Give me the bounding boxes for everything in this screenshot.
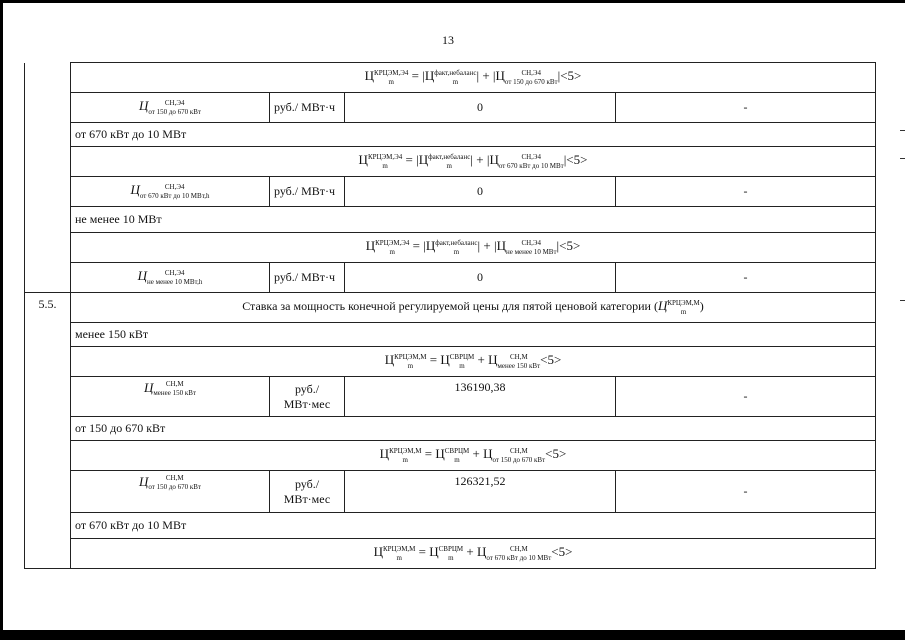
range-row [25, 513, 876, 539]
formula-row [25, 441, 876, 471]
data-row [25, 263, 876, 293]
formula-row [25, 147, 876, 177]
extra-cell: - [616, 471, 876, 513]
price-symbol-cell: Ц СН,Э4 от 150 до 670 кВт [71, 93, 270, 123]
range-label: от 670 кВт до 10 МВт [71, 123, 876, 147]
unit-cell: руб./ МВт·мес [270, 471, 345, 513]
unit-cell: руб./ МВт·ч [270, 177, 345, 207]
range-row [25, 123, 876, 147]
formula-cell [71, 347, 876, 377]
price-symbol-cell: Ц СН,Э4 от 670 кВт до 10 МВт,h [71, 177, 270, 207]
formula-cell [71, 441, 876, 471]
range-row [25, 323, 876, 347]
num-cell [25, 63, 71, 93]
unit-cell: руб./ МВт·ч [270, 263, 345, 293]
formula-row [25, 233, 876, 263]
formula-cell [71, 63, 876, 93]
edge-mark [900, 300, 905, 301]
edge-mark [900, 130, 905, 131]
formula-cell [71, 233, 876, 263]
extra-cell: - [616, 377, 876, 417]
formula-row [25, 347, 876, 377]
value-cell: 0 [345, 263, 616, 293]
num-cell [25, 377, 71, 417]
formula: Ц КРЦЭМ,М m = Ц СВРЦМ m + Ц СН,М менее 150 кВт <5> [384, 352, 562, 370]
formula: Ц КРЦЭМ,М m = Ц СВРЦМ m + Ц СН,М от 150 до 670 кВт <5> [379, 446, 567, 464]
data-row [25, 177, 876, 207]
price-symbol-cell: Ц СН,М от 150 до 670 кВт [71, 471, 270, 513]
num-cell [25, 441, 71, 471]
formula-row [25, 63, 876, 93]
price-symbol-cell: Ц СН,М менее 150 кВт [71, 377, 270, 417]
data-row [25, 93, 876, 123]
scan-border-top [0, 0, 905, 3]
num-cell [25, 147, 71, 177]
num-cell [25, 471, 71, 513]
num-cell [25, 177, 71, 207]
value-cell: 126321,52 [345, 471, 616, 513]
section-number: 5.5. [25, 293, 71, 323]
range-label: от 150 до 670 кВт [71, 417, 876, 441]
scan-border-bottom [0, 630, 905, 640]
num-cell [25, 263, 71, 293]
edge-mark [900, 158, 905, 159]
section-title-row [25, 293, 876, 323]
num-cell [25, 123, 71, 147]
formula-row [25, 539, 876, 569]
num-cell [25, 93, 71, 123]
num-cell [25, 323, 71, 347]
extra-cell: - [616, 177, 876, 207]
extra-cell: - [616, 263, 876, 293]
value-cell: 0 [345, 177, 616, 207]
formula: Ц КРЦЭМ,Э4 m = |Ц факт,небаланс m | + |Ц СН,Э4 не менее 10 МВт |<5> [365, 238, 581, 256]
page-number: 13 [442, 33, 454, 47]
formula: Ц КРЦЭМ,М m = Ц СВРЦМ m + Ц СН,М от 670 кВт до 10 МВт <5> [373, 544, 573, 562]
formula-cell [71, 147, 876, 177]
range-label: менее 150 кВт [71, 323, 876, 347]
unit-cell: руб./ МВт·ч [270, 93, 345, 123]
num-cell [25, 513, 71, 539]
section-title: Ставка за мощность конечной регулируемой цены для пятой ценовой категории (Ц КРЦЭМ,М m ) [71, 293, 876, 323]
scan-border-left [0, 0, 3, 632]
data-row [25, 471, 876, 513]
num-cell [25, 207, 71, 233]
range-row [25, 417, 876, 441]
extra-cell: - [616, 93, 876, 123]
formula: Ц КРЦЭМ,Э4 m = |Ц факт,небаланс m | + |Ц СН,Э4 от 670 кВт до 10 МВт |<5> [358, 152, 588, 170]
range-row [25, 207, 876, 233]
num-cell [25, 539, 71, 569]
tariff-table [24, 62, 876, 569]
num-cell [25, 233, 71, 263]
value-cell: 136190,38 [345, 377, 616, 417]
range-label: не менее 10 МВт [71, 207, 876, 233]
formula-cell [71, 539, 876, 569]
unit-cell: руб./ МВт·мес [270, 377, 345, 417]
formula: Ц КРЦЭМ,Э4 m = |Ц факт,небаланс m | + |Ц СН,Э4 от 150 до 670 кВт |<5> [364, 68, 582, 86]
data-row [25, 377, 876, 417]
num-cell [25, 417, 71, 441]
value-cell: 0 [345, 93, 616, 123]
num-cell [25, 347, 71, 377]
range-label: от 670 кВт до 10 МВт [71, 513, 876, 539]
price-symbol-cell: Ц СН,Э4 не менее 10 МВт,h [71, 263, 270, 293]
